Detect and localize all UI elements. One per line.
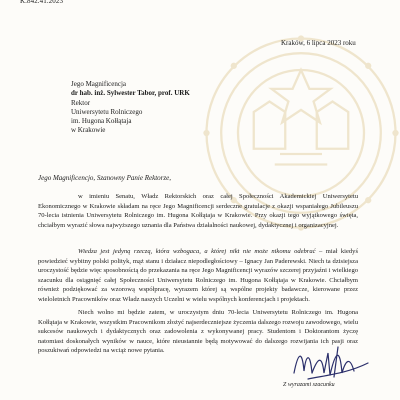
salutation: Jego Magnificencjo, Szanowny Panie Rektorze,	[38, 174, 171, 182]
closing-phrase: Z wyrazami szacunku	[283, 382, 335, 388]
body-paragraph-1	[38, 192, 358, 230]
reference-number: K.842.41.2023	[20, 0, 64, 5]
body-paragraph-2	[38, 247, 358, 304]
paragraph-2-text: – miał kiedyś powiedzieć wybitny polski polityk, mąż stanu i działacz niepodległościowy – Ignacy Jan Paderewski. Niech ta dzisiejsza uroczystość będzie więc sposobnością do przekazania na ręce Jego Magnificencji wyrazów szczerej przyjaźni i wielkiego szacunku dla osiągnięć całej Społeczności Uniwersytetu Rolniczego im. Hugona Kołłątaja w Krakowie. Chciałbym również podziękować za wzorową współpracę, wyrazem której są wspólne projekty badawcze, kierowane przez wieloletnich Pracowników oraz Władz naszych Uczelni w wielu wspólnych konferencjach i projektach.	[38, 248, 358, 303]
addressee-institution: Uniwersytetu Rolniczego	[71, 107, 143, 116]
paragraph-3-text: Niech wolno mi będzie zatem, w uroczystym dniu 70-lecia Uniwersytetu Rolniczego im. Hugona Kołłątaja w Krakowie, wszystkim Pracownikom złożyć najserdeczniejsze życzenia dalszego rozwoju zawodowego, wielu sukcesów naukowych i dydaktycznych oraz zadowolenia z wykonywanej pracy. Studentom i Doktorantom życzę natomiast doskonałych wyników w nauce, które nieustannie będą motywować do dalszego rozwijania ich pasji oraz poszukiwań odpowiedzi na wciąż nowe pytania.	[38, 309, 358, 355]
place-date: Kraków, 6 lipca 2023 roku	[281, 39, 356, 47]
addressee-city: w Krakowie	[71, 126, 106, 135]
paderewski-quote: Wiedza jest jedyną rzeczą, która wzbogaca, a której nikt nie może nikomu odebrać	[78, 248, 316, 255]
addressee-block	[71, 80, 190, 136]
addressee-institution-patron: im. Hugona Kołłątaja	[71, 117, 132, 126]
addressee-position: Rektor	[71, 98, 91, 107]
paragraph-1-text: w imieniu Senatu, Władz Rektorskich oraz całej Społeczności Akademickiej Uniwersytetu Ekonomicznego w Krakowie składam na ręce Jego Magnificencji serdeczne gratulacje z okazji wspaniałego Jubileuszu 70-lecia istnienia Uniwersytetu Rolniczego im. Hugona Kołłątaja w Krakowie. Przy okazji tego wyjątkowego święta, chciałbym wyrazić słowa najwyższego uznania dla Państwa działalności naukowej, dydaktycznej i organizacyjnej.	[38, 193, 358, 229]
addressee-title: Jego Magnificencja	[71, 80, 127, 88]
handwritten-signature-icon	[288, 343, 373, 383]
addressee-name: dr hab. inż. Sylwester Tabor, prof. URK	[71, 89, 190, 98]
